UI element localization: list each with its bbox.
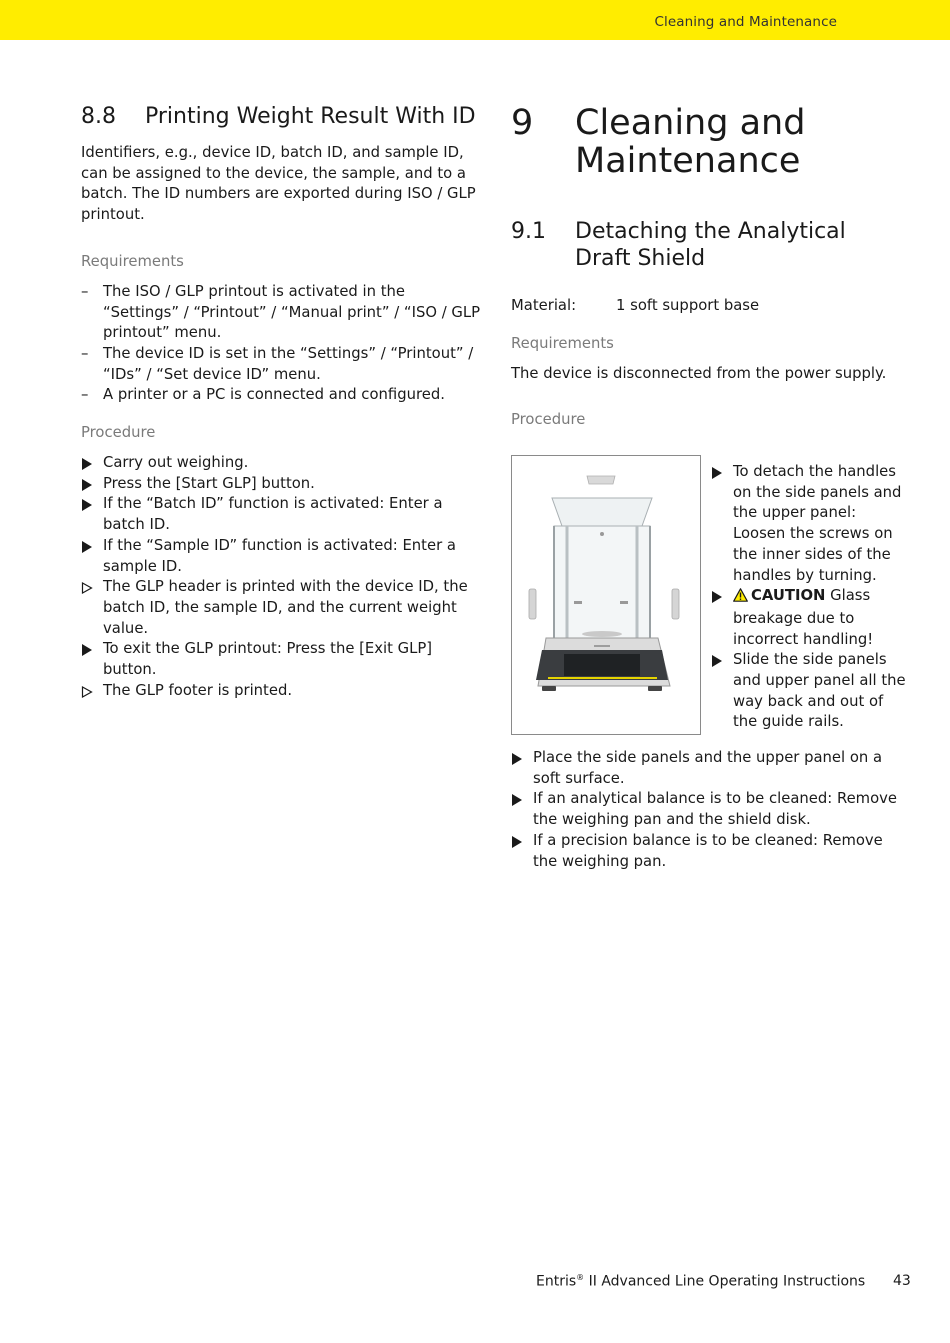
list-item: The GLP header is printed with the device ID, the batch ID, the sample ID, and the current weight value. bbox=[81, 577, 481, 639]
chapter-number: 9 bbox=[511, 103, 534, 143]
result-arrow-icon bbox=[81, 577, 103, 639]
section-title: Printing Weight Result With ID bbox=[145, 104, 476, 129]
list-item: If a precision balance is to be cleaned: Remove the weighing pan. bbox=[511, 831, 911, 872]
section-heading-9-1 bbox=[511, 218, 911, 272]
list-item bbox=[711, 586, 911, 650]
action-arrow-icon bbox=[711, 650, 733, 733]
requirements-list bbox=[81, 282, 481, 406]
action-arrow-icon bbox=[511, 789, 533, 830]
balance-figure bbox=[511, 455, 701, 735]
header-bar bbox=[0, 0, 950, 40]
after-figure-step-list bbox=[511, 748, 911, 872]
material-label: Material: bbox=[511, 297, 577, 314]
right-column bbox=[511, 100, 911, 900]
list-item: If the “Batch ID” function is activated: Enter a batch ID. bbox=[81, 494, 481, 535]
registered-mark: ® bbox=[576, 1273, 585, 1282]
list-item: – The ISO / GLP printout is activated in the “Settings” / “Printout” / “Manual print” / “ISO / GLP printout” menu. bbox=[81, 282, 481, 342]
list-item: – The device ID is set in the “Settings” / “Printout” / “IDs” / “Set device ID” menu. bbox=[81, 344, 474, 383]
chapter-title: Cleaning and Maintenance bbox=[575, 103, 806, 181]
warning-triangle-icon bbox=[733, 588, 748, 609]
section-number: 8.8 bbox=[81, 104, 116, 129]
intro-paragraph: Identifiers, e.g., device ID, batch ID, and sample ID, can be assigned to the device, the sample, and to a batch. The ID numbers are exported during ISO / GLP printout. bbox=[81, 144, 476, 224]
list-item: If the “Sample ID” function is activated: Enter a sample ID. bbox=[81, 536, 481, 577]
action-arrow-icon bbox=[511, 748, 533, 789]
list-item: The GLP footer is printed. bbox=[81, 681, 481, 702]
action-arrow-icon bbox=[81, 639, 103, 680]
material-row bbox=[511, 296, 911, 317]
list-item: – A printer or a PC is connected and configured. bbox=[81, 386, 445, 404]
list-item: Place the side panels and the upper panel on a soft surface. bbox=[511, 748, 911, 789]
caution-label: CAUTION bbox=[751, 587, 826, 605]
section-number: 9.1 bbox=[511, 219, 546, 244]
action-arrow-icon bbox=[511, 831, 533, 872]
requirements-heading: Requirements bbox=[81, 252, 184, 270]
list-item: Press the [Start GLP] button. bbox=[81, 474, 481, 495]
list-item: Carry out weighing. bbox=[81, 453, 481, 474]
action-arrow-icon bbox=[81, 494, 103, 535]
running-header-title: Cleaning and Maintenance bbox=[654, 14, 837, 30]
section-title: Detaching the Analytical Draft Shield bbox=[575, 219, 846, 271]
caution-text: Glass breakage due to incorrect handling! bbox=[733, 587, 874, 648]
result-arrow-icon bbox=[81, 681, 103, 702]
list-item: Slide the side panels and upper panel all the way back and out of the guide rails. bbox=[711, 650, 911, 733]
action-arrow-icon bbox=[81, 453, 103, 474]
page-number: 43 bbox=[893, 1273, 911, 1289]
left-column bbox=[81, 100, 481, 701]
section-heading-8-8 bbox=[81, 102, 481, 132]
figure-step-list bbox=[711, 462, 911, 733]
footer-document-title: Entris® II Advanced Line Operating Instructions bbox=[536, 1273, 866, 1290]
action-arrow-icon bbox=[81, 536, 103, 577]
procedure-heading: Procedure bbox=[81, 424, 156, 442]
list-item: To detach the handles on the side panels and the upper panel: Loosen the screws on the inner sides of the handles by turning. bbox=[711, 462, 911, 586]
action-arrow-icon bbox=[81, 474, 103, 495]
requirements-text: The device is disconnected from the power supply. bbox=[511, 364, 887, 382]
procedure-heading: Procedure bbox=[511, 411, 586, 429]
material-value: 1 soft support base bbox=[616, 297, 760, 314]
list-item: If an analytical balance is to be cleaned: Remove the weighing pan and the shield disk. bbox=[511, 789, 911, 830]
requirements-heading: Requirements bbox=[511, 334, 614, 352]
list-item: To exit the GLP printout: Press the [Exit GLP] button. bbox=[81, 639, 481, 680]
action-arrow-icon bbox=[711, 462, 733, 586]
chapter-heading bbox=[511, 104, 911, 180]
action-arrow-icon bbox=[711, 586, 733, 650]
balance-illustration-icon bbox=[512, 456, 700, 734]
procedure-list bbox=[81, 453, 481, 701]
